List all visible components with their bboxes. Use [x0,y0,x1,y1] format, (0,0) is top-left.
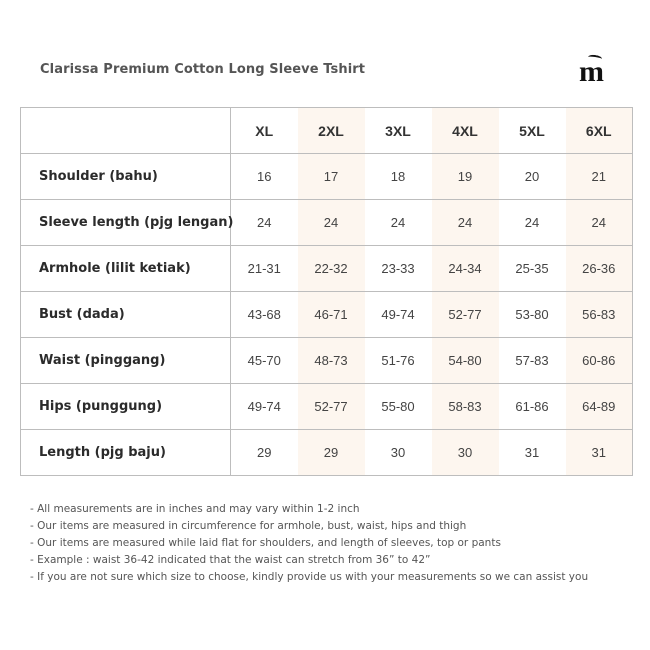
size-header-cell: 5XL [499,108,566,154]
measurement-label: Shoulder (bahu) [21,154,231,200]
measurement-value: 45-70 [231,338,298,384]
measurement-value: 46-71 [298,292,365,338]
measurement-value: 64-89 [566,384,633,430]
brand-logo [575,52,615,86]
table-row [21,338,633,384]
measurement-notes [30,501,588,586]
size-header-cell: 2XL [298,108,365,154]
measurement-value: 48-73 [298,338,365,384]
size-header-cell: XL [231,108,298,154]
table-row [21,154,633,200]
measurement-value: 31 [566,430,633,476]
table-row [21,246,633,292]
measurement-value: 24 [432,200,499,246]
note-item: - Our items are measured in circumference for armhole, bust, waist, hips and thigh [30,520,467,532]
measurement-value: 52-77 [298,384,365,430]
size-header-cell: 4XL [432,108,499,154]
measurement-value: 30 [365,430,432,476]
measurement-value: 30 [432,430,499,476]
note-item: - All measurements are in inches and may vary within 1-2 inch [30,503,360,515]
measurement-value: 21 [566,154,633,200]
measurement-value: 26-36 [566,246,633,292]
measurement-value: 20 [499,154,566,200]
measurement-value: 29 [298,430,365,476]
measurement-value: 19 [432,154,499,200]
measurement-value: 16 [231,154,298,200]
measurement-value: 24 [365,200,432,246]
measurement-value: 60-86 [566,338,633,384]
measurement-value: 49-74 [231,384,298,430]
table-row [21,292,633,338]
table-row [21,384,633,430]
measurement-label: Sleeve length (pjg lengan) [21,200,231,246]
measurement-value: 24 [566,200,633,246]
measurement-value: 24 [499,200,566,246]
measurement-label: Bust (dada) [21,292,231,338]
measurement-value: 17 [298,154,365,200]
measurement-label: Armhole (lilit ketiak) [21,246,231,292]
measurement-value: 24 [231,200,298,246]
note-item: - If you are not sure which size to choose, kindly provide us with your measurements so we can assist you [30,571,589,583]
table-row [21,430,633,476]
size-header-cell: 3XL [365,108,432,154]
note-item: - Our items are measured while laid flat for shoulders, and length of sleeves, top or pants [30,537,501,549]
measurement-label: Length (pjg baju) [21,430,231,476]
measurement-value: 53-80 [499,292,566,338]
measurement-value: 22-32 [298,246,365,292]
measurement-value: 61-86 [499,384,566,430]
measurement-value: 57-83 [499,338,566,384]
brand-logo-m-icon: m [579,55,604,88]
size-chart-table [20,107,633,476]
measurement-value: 21-31 [231,246,298,292]
measurement-value: 55-80 [365,384,432,430]
measurement-value: 23-33 [365,246,432,292]
measurement-label: Waist (pinggang) [21,338,231,384]
table-row [21,200,633,246]
measurement-value: 56-83 [566,292,633,338]
measurement-value: 58-83 [432,384,499,430]
size-header-cell: 6XL [566,108,633,154]
measurement-value: 54-80 [432,338,499,384]
measurement-value: 43-68 [231,292,298,338]
measurement-value: 24 [298,200,365,246]
page-title: Clarissa Premium Cotton Long Sleeve Tshirt [40,62,366,77]
measurement-value: 29 [231,430,298,476]
measurement-value: 52-77 [432,292,499,338]
measurement-value: 25-35 [499,246,566,292]
measurement-value: 24-34 [432,246,499,292]
measurement-value: 49-74 [365,292,432,338]
table-corner-cell [21,108,231,154]
measurement-label: Hips (punggung) [21,384,231,430]
measurement-value: 18 [365,154,432,200]
measurement-value: 31 [499,430,566,476]
size-header-row [21,108,633,154]
measurement-value: 51-76 [365,338,432,384]
note-item: - Example : waist 36-42 indicated that the waist can stretch from 36” to 42” [30,554,431,566]
